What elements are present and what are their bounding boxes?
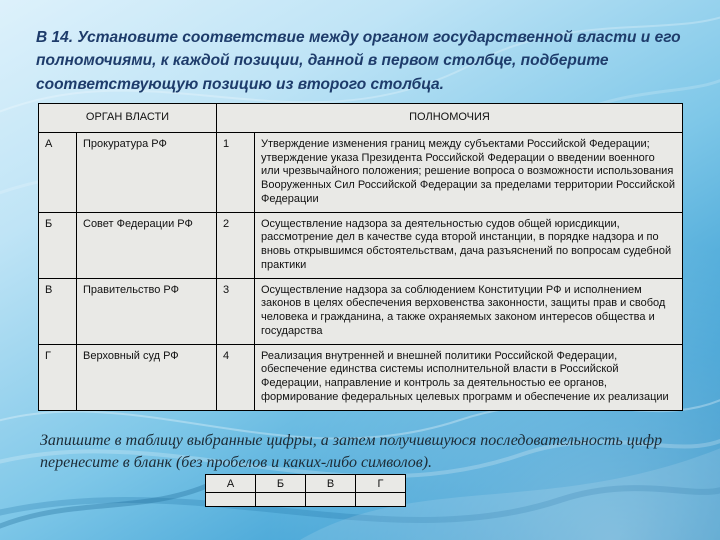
answer-input-row	[206, 493, 406, 507]
row-g-power: Реализация внутренней и внешней политики Российской Федерации, обеспечение единства системы исполнительной власти в Российской Федерации, направление и контроль за деятельностью ее органов, формирование федеральных целевых программ и обеспечение их реализации	[255, 344, 683, 410]
table-header-row	[39, 104, 683, 133]
table-row-v	[39, 278, 683, 344]
row-g-number: 4	[217, 344, 255, 410]
row-a-power: Утверждение изменения границ между субъектами Российской Федерации; утверждение указа Президента Российской Федерации о введении военного или чрезвычайного положения; решение вопроса о возможности использования Вооруженных Сил Российской Федерации за пределами территории Российской Федерации	[255, 132, 683, 212]
row-v-power: Осуществление надзора за соблюдением Конституции РФ и исполнением законов в целях обеспечения верховенства законности, защиты прав и свобод человека и гражданина, а также охраняемых законом интересов общества и государства	[255, 278, 683, 344]
answer-cell-v	[306, 493, 356, 507]
instruction-text: Запишите в таблицу выбранные цифры, а затем получившуюся последовательность цифр перенесите в бланк (без пробелов и каких-либо символов).	[40, 432, 663, 472]
row-a-organ: Прокуратура РФ	[77, 132, 217, 212]
answer-cell-a	[206, 493, 256, 507]
answer-header-b: Б	[256, 475, 306, 493]
answer-header-v: В	[306, 475, 356, 493]
answer-cell-b	[256, 493, 306, 507]
table-row-b	[39, 212, 683, 278]
row-v-letter: В	[39, 278, 77, 344]
header-polnomochiya: ПОЛНОМОЧИЯ	[217, 104, 683, 133]
question-title: В 14. Установите соответствие между органом государственной власти и его полномочиями, к каждой позиции, данной в первом столбце, подберите соответствующую позицию из второго столбца.	[36, 29, 681, 93]
row-v-number: 3	[217, 278, 255, 344]
answer-header-g: Г	[356, 475, 406, 493]
row-b-number: 2	[217, 212, 255, 278]
row-g-letter: Г	[39, 344, 77, 410]
row-b-letter: Б	[39, 212, 77, 278]
row-v-organ: Правительство РФ	[77, 278, 217, 344]
row-b-power: Осуществление надзора за деятельностью судов общей юрисдикции, рассмотрение дел в качестве суда второй инстанции, в порядке надзора и по вновь открывшимся обстоятельствам, дача разъяснений по вопросам судебной практики	[255, 212, 683, 278]
matching-table	[38, 103, 683, 411]
row-a-number: 1	[217, 132, 255, 212]
row-a-letter: А	[39, 132, 77, 212]
table-row-a	[39, 132, 683, 212]
header-organ-vlasti: ОРГАН ВЛАСТИ	[39, 104, 217, 133]
answer-header-row	[206, 475, 406, 493]
row-b-organ: Совет Федерации РФ	[77, 212, 217, 278]
table-row-g	[39, 344, 683, 410]
answer-cell-g	[356, 493, 406, 507]
answer-header-a: А	[206, 475, 256, 493]
row-g-organ: Верховный суд РФ	[77, 344, 217, 410]
answer-table	[205, 474, 406, 507]
